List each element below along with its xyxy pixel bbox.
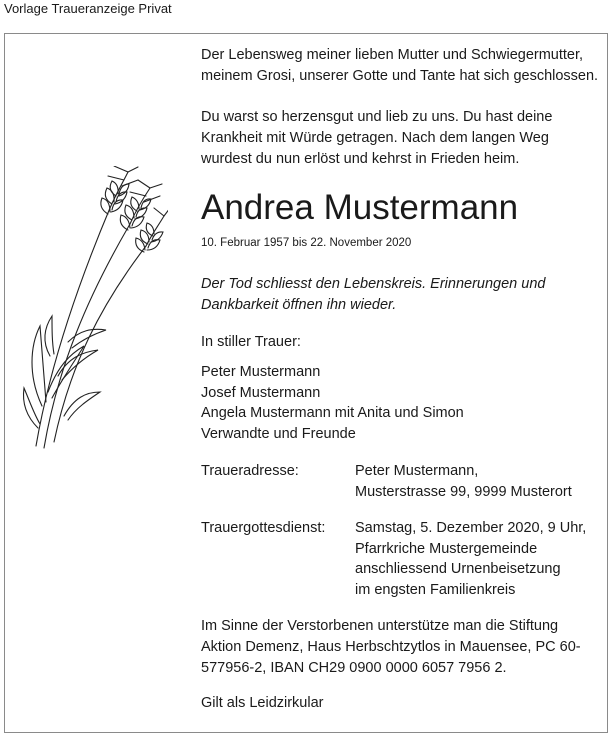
mourner-name: Verwandte und Freunde — [201, 425, 356, 442]
intro-paragraph: Der Lebensweg meiner lieben Mutter und Schwiegermutter, meinem Grosi, unserer Gotte und Tante hat sich geschlossen. — [201, 47, 599, 84]
intro-paragraph: Du warst so herzensgut und lieb zu uns. Du hast deine Krankheit mit Würde getragen. Nach dem langen Weg wurdest du nun erlöst und kehrst in Frieden heim. — [201, 109, 553, 167]
service-label: Trauergottesdienst: — [201, 520, 326, 536]
service-line: Pfarrkriche Mustergemeinde — [355, 540, 538, 557]
life-dates: 10. Februar 1957 bis 22. November 2020 — [201, 237, 412, 249]
intro-text — [201, 45, 601, 170]
service-line: im engsten Familienkreis — [355, 581, 516, 598]
mourners-heading: In stiller Trauer: — [201, 334, 301, 350]
memorial-quote: Der Tod schliesst den Lebenskreis. Erinnerungen und Dankbarkeit öffnen ihn wieder. — [201, 276, 546, 313]
service-line: Samstag, 5. Dezember 2020, 9 Uhr, — [355, 520, 587, 536]
closing-note: Gilt als Leidzirkular — [201, 695, 324, 711]
address-label: Traueradresse: — [201, 463, 299, 479]
address-line: Peter Mustermann, — [355, 463, 479, 479]
mourners-list — [201, 362, 464, 444]
address-line: Musterstrasse 99, 9999 Musterort — [355, 483, 572, 500]
mourner-name: Josef Mustermann — [201, 384, 321, 401]
template-label: Vorlage Traueranzeige Privat — [4, 1, 172, 16]
deceased-name: Andrea Mustermann — [201, 188, 519, 227]
donation-note: Im Sinne der Verstorbenen unterstütze man die Stiftung Aktion Demenz, Haus Herbschtzytlos in Mauensee, PC 60-577956-2, IBAN CH29 0900 0000 6057 7956 2. — [201, 618, 581, 676]
mourner-name: Angela Mustermann mit Anita und Simon — [201, 405, 464, 421]
service-line: anschliessend Urnenbeisetzung — [355, 561, 561, 577]
mourner-name: Peter Mustermann — [201, 364, 321, 380]
wheat-illustration — [18, 166, 168, 456]
